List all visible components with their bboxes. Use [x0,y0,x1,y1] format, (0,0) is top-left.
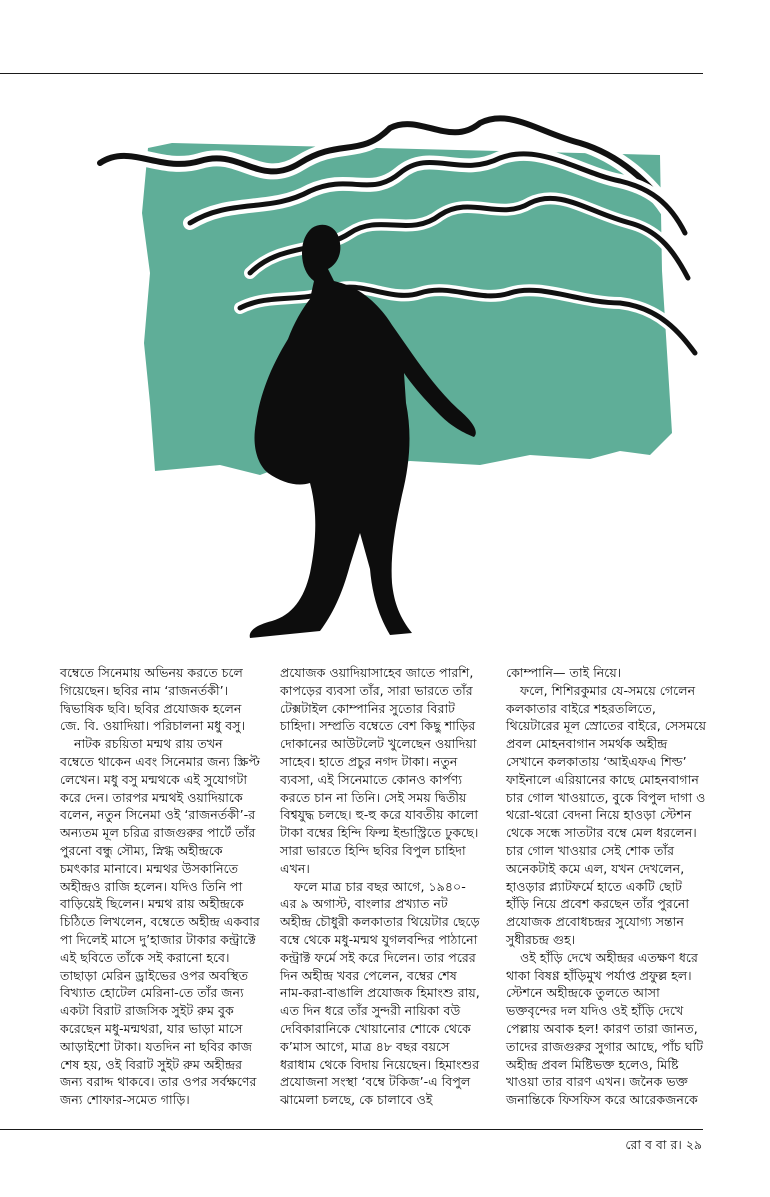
page-folio: রো ব বা র। ২৯ [625,1137,702,1152]
top-rule [0,73,703,74]
column-3-paragraph-2: ফলে, শিশিরকুমার যে-সময়ে গেলেন কলকাতার বাইরে শহরতলিতে, থিয়েটারের মূল স্রোতের বাইরে, সেসময়ে প্রবল মোহনবাগান সমর্থক অহীন্দ্র সেখানে কলকাতায় ‘আইএফএ শিল্ড’ ফাইনালে এরিয়ানের কাছে মোহনবাগান চার গোল খাওয়াতে, বুকে বিপুল দাগা ও থরো-থরো বেদনা নিয়ে হাওড়া স্টেশন থেকে সন্ধে সাতটার বম্বে মেল ধরলেন। চার গোল খাওয়ার সেই শোক তাঁর অনেকটাই কমে এল, যখন দেখলেন, হাওড়ার প্ল্যাটফর্মে হাতে একটি ছোট হাঁড়ি নিয়ে প্রবেশ করছেন তাঁর পুরনো প্রযোজক প্রবোধচন্দ্রর সুযোগ্য সন্তান সুধীরচন্দ্র গুহ। [506,682,707,947]
column-2-paragraph-2: ফলে মাত্র চার বছর আগে, ১৯৪০-এর ৯ অগাস্ট, বাংলার প্রখ্যাত নট অহীন্দ্র চৌধুরী কলকাতার থিয়েটার ছেড়ে বম্বে থেকে মধু-মন্মথ যুগলবন্দির পাঠানো কন্ট্রাক্ট ফর্মে সই করে দিলেন। তার পরের দিন অহীন্দ্র খবর পেলেন, বম্বের শেষ নাম-করা-বাঙালি প্রযোজক হিমাংশু রায়, এত দিন ধরে তাঁর সুন্দরী নায়িকা বউ দেবিকারানিকে খোয়ানোর শোকে থেকে ক’মাস আগে, মাত্র ৪৮ বছর বয়সে ধরাধাম থেকে বিদায় নিয়েছেন। হিমাংশুর প্রযোজনা সংস্থা ‘বম্বে টকিজ’-এ বিপুল ঝামেলা চলছে, কে চালাবে ওই [280,878,480,1108]
text-column-1 [60,664,260,1109]
column-1-paragraph-1: বম্বেতে সিনেমায় অভিনয় করতে চলে গিয়েছেন। ছবির নাম ‘রাজনর্তকী’। দ্বিভাষিক ছবি। ছবির প্রযোজক হলেন জে. বি. ওয়াদিয়া। পরিচালনা মধু বসু। [60,665,246,734]
column-3-paragraph-3: ওই হাঁড়ি দেখে অহীন্দ্রর এতক্ষণ ধরে থাকা বিষণ্ণ হাঁড়িমুখ পর্যাপ্ত প্রফুল্ল হল। স্টেশনে অহীন্দ্রকে তুলতে আসা ভক্তবৃন্দের দল যদিও ওই হাঁড়ি দেখে পেল্লায় অবাক হল! কারণ তারা জানত, তাদের রাজগুরুর সুগার আছে, পাঁচ ঘটি অহীন্দ্র প্রবল মিষ্টিভক্ত হলেও, মিষ্টি খাওয়া তার বারণ এখন। জনৈক ভক্ত জনান্তিকে ফিসফিস করে আরেকজনকে [506,949,704,1108]
column-3-paragraph-1: কোম্পানি— তাই নিয়ে। [506,665,622,680]
column-1-paragraph-2: নাটক রচয়িতা মন্মথ রায় তখন বম্বেতে থাকেন এবং সিনেমার জন্য স্ক্রিপ্ট লেখেন। মধু বসু মন্মথকে এই সুযোগটা করে দেন। তারপর মন্মথই ওয়াদিয়াকে বলেন, নতুন সিনেমা ওই ‘রাজনর্তকী’-র অন্যতম মূল চরিত্র রাজগুরুর পার্টে তাঁর পুরনো বন্ধু সৌম্য, স্নিগ্ধ অহীন্দ্রকে চমৎকার মানাবে। মন্মথর উসকানিতে অহীন্দ্রও রাজি হলেন। যদিও তিনি পা বাড়িয়েই ছিলেন। মন্মথ রায় অহীন্দ্রকে চিঠিতে লিখলেন, বম্বেতে অহীন্দ্র একবার পা দিলেই মাসে দু’হাজার টাকার কন্ট্রাক্টে এই ছবিতে তাঁকে সই করানো হবে। তাছাড়া মেরিন ড্রাইভের ওপর অবস্থিত বিখ্যাত হোটেল মেরিনা-তে তাঁর জন্য একটা বিরাট রাজসিক সুইট রুম বুক করেছেন মধু-মন্মথরা, যার ভাড়া মাসে আড়াইশো টাকা। যতদিন না ছবির কাজ শেষ হয়, ওই বিরাট সুইট রুম অহীন্দ্রর জন্য বরাদ্দ থাকবে। তার ওপর সর্বক্ষণের জন্য শোফার-সমেত গাড়ি। [60,736,260,1108]
column-2-paragraph-1: প্রযোজক ওয়াদিয়াসাহেব জাতে পারশি, কাপড়ের ব্যবসা তাঁর, সারা ভারতে তাঁর টেক্সটাইল কোম্পানির সুতোর বিরাট চাহিদা। সম্প্রতি বম্বেতে বেশ কিছু শাড়ির দোকানের আউটলেট খুলেছেন ওয়াদিয়া সাহেব। হাতে প্রচুর নগদ টাকা। নতুন ব্যবসা, এই সিনেমাতে কোনও কার্পণ্য করতে চান না তিনি। সেই সময় দ্বিতীয় বিশ্বযুদ্ধ চলছে। হু-হু করে যাবতীয় কালো টাকা বম্বের হিন্দি ফিল্ম ইন্ডাস্ট্রিতে ঢুকছে। সারা ভারতে হিন্দি ছবির বিপুল চাহিদা এখন। [280,665,479,876]
text-column-3 [506,664,706,1109]
bottom-rule [0,1129,703,1130]
text-column-2 [280,664,480,1109]
article-illustration [60,103,700,648]
